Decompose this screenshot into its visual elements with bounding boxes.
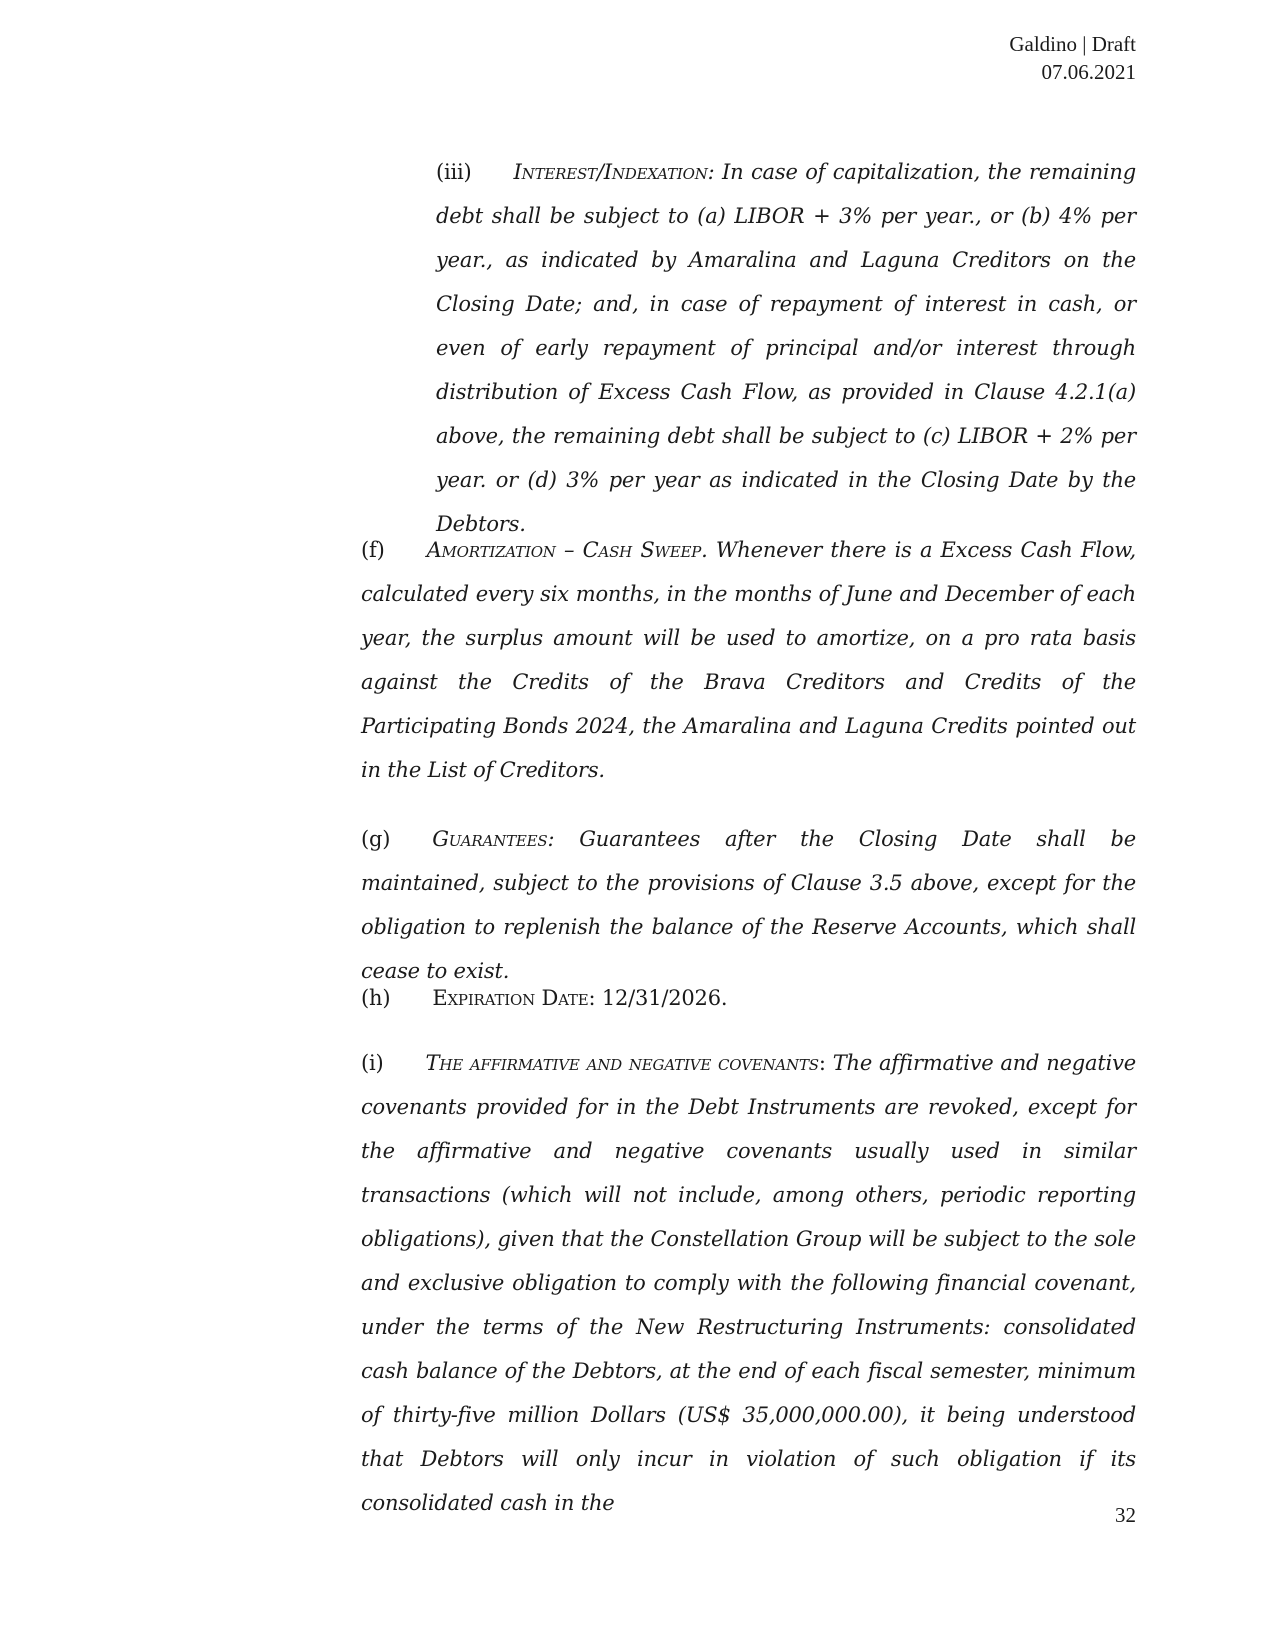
clause-heading: Amortization – Cash Sweep. [426,538,708,562]
clause-text: In case of capitalization, the remaining debt shall be subject to (a) LIBOR + 3% per year., or (b) 4% per year., as indicated by Amaralina and Laguna Creditors on the Closing Date; and, in case of repayment of interest in cash, or even of early repayment of principal and/or interest through distribution of Excess Cash Flow, as provided in Clause 4.2.1(a) above, the remaining debt shall be subject to (c) LIBOR + 2% per year. or (d) 3% per year as indicated in the Closing Date by the Debtors. [436,160,1136,536]
clause-heading: The affirmative and negative covenants [425,1051,819,1075]
page-number: 32 [1115,1503,1136,1527]
expiration-date-value: 12/31/2026. [601,986,728,1010]
clause-f-amortization-cash-sweep [361,528,1136,792]
clause-text: The affirmative and negative covenants provided for in the Debt Instruments are revoked, except for the affirmative and negative covenants usually used in similar transactions (which will not include, among others, periodic reporting obligations), given that the Constellation Group will be subject to the sole and exclusive obligation to comply with the following financial covenant, under the terms of the New Restructuring Instruments: consolidated cash balance of the Debtors, at the end of each fiscal semester, minimum of thirty-five million Dollars (US$ 35,000,000.00), it being understood that Debtors will only incur in violation of such obligation if its consolidated cash in the [361,1051,1136,1515]
draft-date: 07.06.2021 [1041,60,1136,84]
clause-heading: Guarantees: [432,827,555,851]
clause-heading: Expiration Date: [432,986,596,1010]
draft-label: Galdino | Draft [1009,32,1136,56]
clause-iii-interest-indexation [436,150,1136,546]
clause-label: (f) [361,538,385,562]
clause-heading: Interest/Indexation: [513,160,715,184]
clause-i-covenants [361,1041,1136,1525]
clause-h-expiration-date [361,976,1136,1020]
document-header [1009,30,1136,86]
clause-label: (g) [361,827,391,851]
clause-label: (h) [361,986,391,1010]
clause-text: Whenever there is a Excess Cash Flow, calculated every six months, in the months of June and December of each year, the surplus amount will be used to amortize, on a pro rata basis against the Credits of the Brava Creditors and Credits of the Participating Bonds 2024, the Amaralina and Laguna Credits pointed out in the List of Creditors. [361,538,1137,782]
clause-heading-colon: : [818,1051,826,1075]
clause-label: (i) [361,1051,384,1075]
clause-label: (iii) [436,160,472,184]
clause-g-guarantees [361,817,1136,993]
clause-text: Guarantees after the Closing Date shall be maintained, subject to the provisions of Clause 3.5 above, except for the obligation to replenish the balance of the Reserve Accounts, which shall cease to exist. [361,827,1136,983]
